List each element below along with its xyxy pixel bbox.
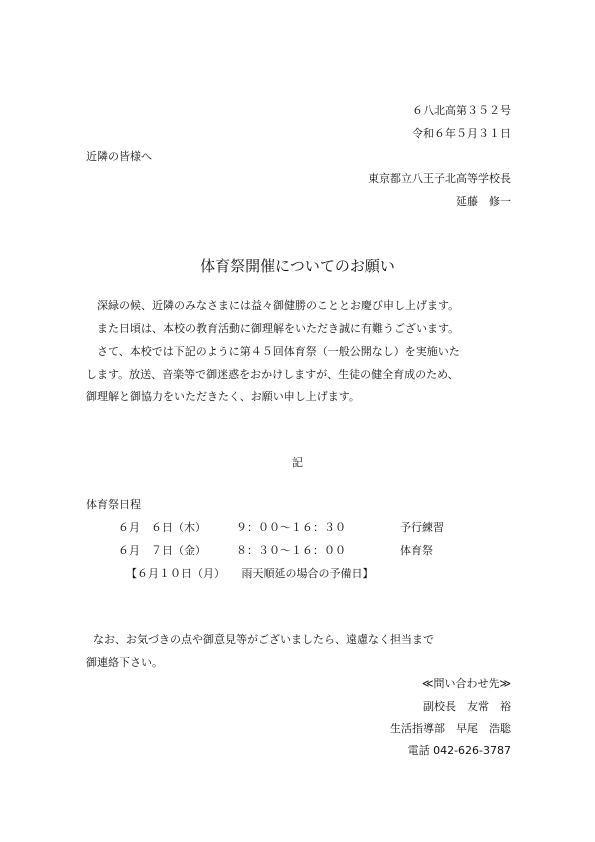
page-title: 体育祭開催についてのお願い xyxy=(200,257,395,275)
contact-vice-principal: 副校長 友常 裕 xyxy=(423,700,511,713)
addressee: 近隣の皆様へ xyxy=(86,150,152,163)
schedule-row-1-event: 予行練習 xyxy=(400,521,444,534)
schedule-row-1-date: ６月 ６日（木） xyxy=(118,521,206,534)
body-paragraph-3-line-3: 御理解と御協力をいただきたく、お願い申し上げます。 xyxy=(86,390,360,403)
contact-heading: ≪問い合わせ先≫ xyxy=(421,677,511,690)
contact-phone: 電話 042-626-3787 xyxy=(407,744,511,757)
closing-line-1: なお、お気づきの点や御意見等がございましたら、遠慮なく担当まで xyxy=(93,633,434,646)
body-paragraph-3-line-1: さて、本校では下記のように第４５回体育祭（一般公開なし）を実施いた xyxy=(97,345,460,358)
ki-heading: 記 xyxy=(292,456,303,469)
schedule-row-2-date: ６月 ７日（金） xyxy=(118,544,206,557)
schedule-row-2-event: 体育祭 xyxy=(400,544,433,557)
document-date: 令和６年５月３１日 xyxy=(412,127,511,140)
schedule-row-2-time: ８：３０～１６：００ xyxy=(236,544,346,557)
sender-school: 東京都立八王子北高等学校長 xyxy=(368,172,511,185)
reserve-day-note: 【６月１０日（月） 雨天順延の場合の予備日】 xyxy=(126,567,374,580)
schedule-row-1-time: ９：００～１６：３０ xyxy=(236,521,346,534)
document-number: ６八北高第３５２号 xyxy=(412,104,511,117)
body-paragraph-3-line-2: します。放送、音楽等で御迷惑をおかけしますが、生徒の健全育成のため、 xyxy=(86,368,459,381)
body-paragraph-1: 深緑の候、近隣のみなさまには益々御健勝のこととお慶び申し上げます。 xyxy=(97,299,460,312)
closing-line-2: 御連絡下さい。 xyxy=(86,656,163,669)
body-paragraph-2: また日頃は、本校の教育活動に御理解をいただき誠に有難うございます。 xyxy=(97,322,460,335)
contact-student-guidance: 生活指導部 早尾 浩聡 xyxy=(390,722,511,735)
schedule-heading: 体育祭日程 xyxy=(86,498,141,511)
sender-name: 延藤 修一 xyxy=(456,195,511,208)
